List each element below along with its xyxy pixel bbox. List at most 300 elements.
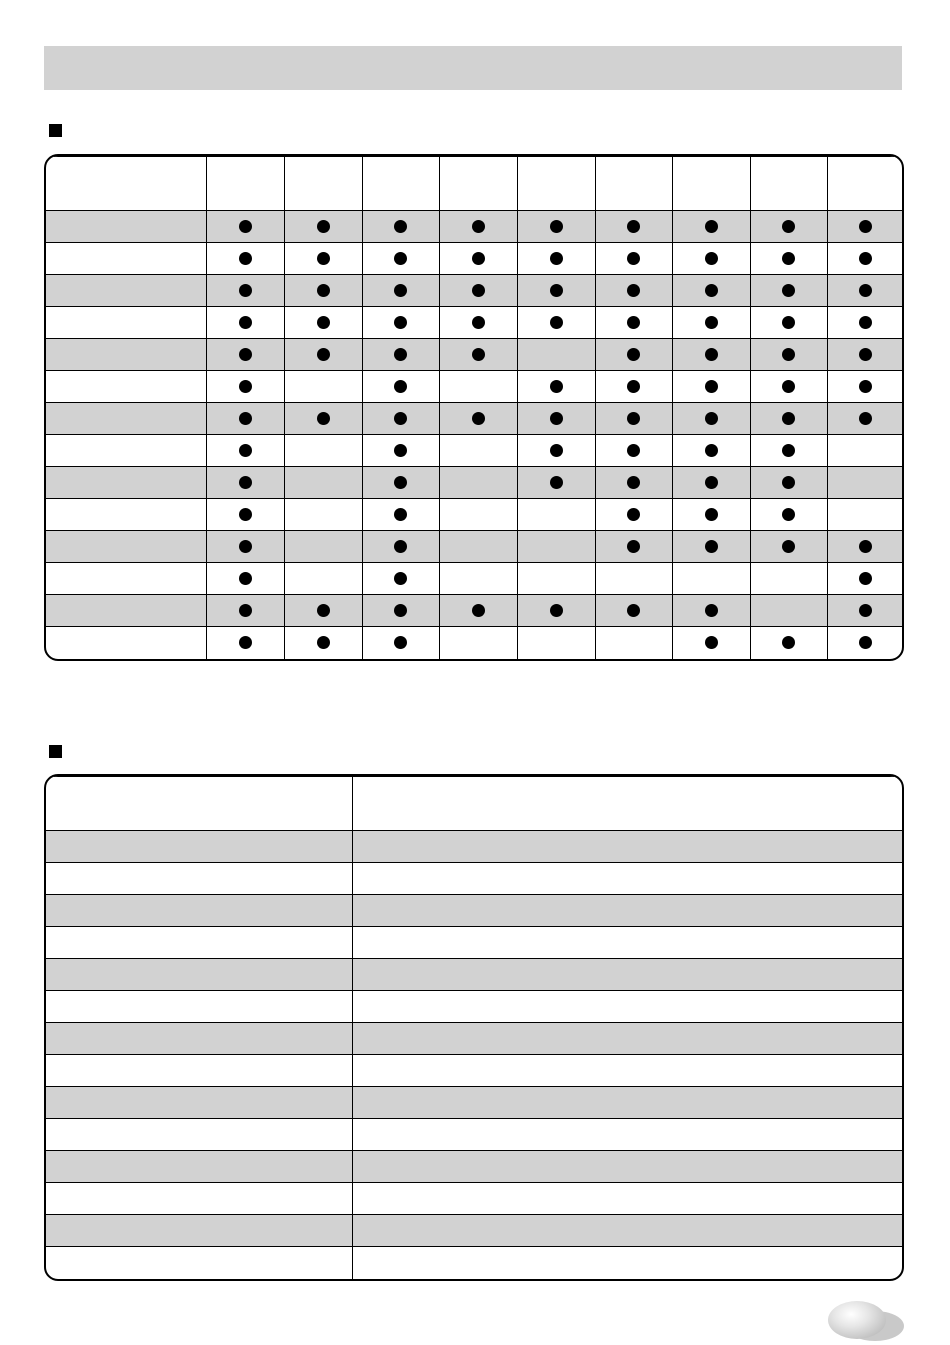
table2-row	[46, 1247, 902, 1279]
matrix-cell	[750, 531, 827, 563]
table2-header-cell	[46, 777, 352, 831]
matrix-cell	[206, 531, 284, 563]
filled-circle-icon	[472, 604, 485, 617]
filled-circle-icon	[705, 380, 718, 393]
matrix-row-label-cell	[46, 595, 206, 627]
matrix-row-label-cell	[46, 339, 206, 371]
filled-circle-icon	[394, 284, 407, 297]
matrix-cell	[672, 627, 750, 659]
filled-circle-icon	[550, 476, 563, 489]
table2-value-cell	[352, 991, 902, 1023]
table2-row	[46, 991, 902, 1023]
filled-circle-icon	[782, 444, 795, 457]
table2-value-cell	[352, 863, 902, 895]
filled-circle-icon	[239, 540, 252, 553]
filled-circle-icon	[782, 636, 795, 649]
matrix-cell	[750, 563, 827, 595]
filled-circle-icon	[782, 540, 795, 553]
matrix-cell	[206, 275, 284, 307]
filled-circle-icon	[394, 412, 407, 425]
page-number-badge-oval	[828, 1301, 886, 1339]
filled-circle-icon	[627, 380, 640, 393]
matrix-cell	[284, 371, 362, 403]
matrix-row-label-cell	[46, 243, 206, 275]
filled-circle-icon	[705, 444, 718, 457]
matrix-cell	[206, 595, 284, 627]
filled-circle-icon	[705, 220, 718, 233]
filled-circle-icon	[859, 380, 872, 393]
filled-circle-icon	[239, 348, 252, 361]
table2-label-cell	[46, 959, 352, 991]
matrix-row-label-cell	[46, 307, 206, 339]
matrix-cell	[595, 499, 672, 531]
table2-label-cell	[46, 1119, 352, 1151]
matrix-cell	[827, 371, 903, 403]
filled-circle-icon	[239, 380, 252, 393]
matrix-row	[46, 243, 903, 275]
matrix-cell	[517, 435, 595, 467]
table2-value-cell	[352, 831, 902, 863]
matrix-cell	[595, 563, 672, 595]
matrix-row-label-cell	[46, 531, 206, 563]
matrix-cell	[517, 499, 595, 531]
matrix-cell	[439, 435, 517, 467]
matrix-row	[46, 275, 903, 307]
filled-circle-icon	[317, 284, 330, 297]
two-column-table	[44, 774, 904, 1281]
table2-row	[46, 863, 902, 895]
matrix-cell	[750, 211, 827, 243]
matrix-row-label-cell	[46, 499, 206, 531]
filled-circle-icon	[705, 284, 718, 297]
matrix-cell	[206, 563, 284, 595]
matrix-row-label-cell	[46, 435, 206, 467]
matrix-cell	[439, 211, 517, 243]
filled-circle-icon	[627, 444, 640, 457]
table2-row	[46, 1151, 902, 1183]
matrix-cell	[595, 211, 672, 243]
section-marker-square-icon	[49, 124, 62, 137]
table2-row	[46, 1023, 902, 1055]
matrix-cell	[439, 531, 517, 563]
filled-circle-icon	[550, 316, 563, 329]
matrix-cell	[827, 243, 903, 275]
filled-circle-icon	[550, 444, 563, 457]
matrix-cell	[362, 435, 439, 467]
filled-circle-icon	[627, 508, 640, 521]
matrix-row	[46, 211, 903, 243]
filled-circle-icon	[317, 252, 330, 265]
matrix-cell	[672, 531, 750, 563]
matrix-row	[46, 563, 903, 595]
matrix-cell	[439, 627, 517, 659]
filled-circle-icon	[239, 284, 252, 297]
table2-label-cell	[46, 831, 352, 863]
table2-value-cell	[352, 1055, 902, 1087]
matrix-row-label-cell	[46, 275, 206, 307]
matrix-cell	[284, 275, 362, 307]
filled-circle-icon	[705, 540, 718, 553]
filled-circle-icon	[859, 540, 872, 553]
filled-circle-icon	[472, 412, 485, 425]
filled-circle-icon	[394, 476, 407, 489]
matrix-cell	[362, 531, 439, 563]
filled-circle-icon	[394, 220, 407, 233]
matrix-header-cell	[439, 157, 517, 211]
filled-circle-icon	[472, 220, 485, 233]
matrix-row	[46, 467, 903, 499]
filled-circle-icon	[394, 316, 407, 329]
matrix-cell	[672, 243, 750, 275]
matrix-cell	[362, 243, 439, 275]
matrix-row-label-cell	[46, 467, 206, 499]
matrix-cell	[439, 307, 517, 339]
filled-circle-icon	[239, 508, 252, 521]
matrix-header-corner-cell	[46, 157, 206, 211]
filled-circle-icon	[705, 604, 718, 617]
matrix-header-cell	[672, 157, 750, 211]
table2-value-cell	[352, 1023, 902, 1055]
matrix-cell	[517, 563, 595, 595]
table2-row	[46, 1215, 902, 1247]
matrix-cell	[827, 435, 903, 467]
matrix-cell	[517, 211, 595, 243]
matrix-cell	[362, 307, 439, 339]
matrix-cell	[750, 403, 827, 435]
matrix-cell	[672, 371, 750, 403]
matrix-cell	[750, 275, 827, 307]
matrix-cell	[672, 499, 750, 531]
filled-circle-icon	[627, 476, 640, 489]
matrix-cell	[827, 403, 903, 435]
matrix-cell	[595, 243, 672, 275]
filled-circle-icon	[394, 508, 407, 521]
table2-row	[46, 895, 902, 927]
matrix-cell	[206, 211, 284, 243]
filled-circle-icon	[317, 316, 330, 329]
matrix-cell	[284, 563, 362, 595]
matrix-header-cell	[517, 157, 595, 211]
matrix-cell	[517, 275, 595, 307]
matrix-cell	[827, 339, 903, 371]
matrix-cell	[362, 595, 439, 627]
filled-circle-icon	[317, 412, 330, 425]
matrix-cell	[439, 403, 517, 435]
filled-circle-icon	[239, 252, 252, 265]
table2-value-cell	[352, 1151, 902, 1183]
matrix-cell	[284, 339, 362, 371]
filled-circle-icon	[627, 316, 640, 329]
table2-row	[46, 927, 902, 959]
matrix-cell	[206, 339, 284, 371]
filled-circle-icon	[627, 540, 640, 553]
matrix-cell	[750, 499, 827, 531]
table2-header-row	[46, 777, 902, 831]
matrix-header-cell	[362, 157, 439, 211]
filled-circle-icon	[705, 476, 718, 489]
matrix-cell	[206, 435, 284, 467]
matrix-cell	[284, 403, 362, 435]
filled-circle-icon	[782, 380, 795, 393]
table2-row	[46, 1055, 902, 1087]
filled-circle-icon	[239, 220, 252, 233]
matrix-cell	[672, 435, 750, 467]
matrix-cell	[750, 339, 827, 371]
matrix-cell	[206, 307, 284, 339]
filled-circle-icon	[472, 348, 485, 361]
filled-circle-icon	[239, 412, 252, 425]
matrix-cell	[827, 627, 903, 659]
filled-circle-icon	[782, 220, 795, 233]
filled-circle-icon	[859, 604, 872, 617]
filled-circle-icon	[472, 252, 485, 265]
filled-circle-icon	[394, 636, 407, 649]
table2-row	[46, 1087, 902, 1119]
matrix-cell	[827, 307, 903, 339]
filled-circle-icon	[627, 412, 640, 425]
matrix-cell	[284, 467, 362, 499]
table2-value-cell	[352, 959, 902, 991]
matrix-cell	[439, 339, 517, 371]
filled-circle-icon	[627, 348, 640, 361]
matrix-cell	[750, 371, 827, 403]
table2-label-cell	[46, 1055, 352, 1087]
matrix-cell	[750, 307, 827, 339]
matrix-cell	[206, 467, 284, 499]
filled-circle-icon	[627, 252, 640, 265]
table2-header-cell	[352, 777, 902, 831]
table2-value-cell	[352, 1183, 902, 1215]
filled-circle-icon	[394, 444, 407, 457]
matrix-cell	[439, 563, 517, 595]
filled-circle-icon	[705, 636, 718, 649]
filled-circle-icon	[627, 220, 640, 233]
matrix-cell	[439, 499, 517, 531]
filled-circle-icon	[627, 284, 640, 297]
matrix-row	[46, 339, 903, 371]
matrix-cell	[517, 531, 595, 563]
matrix-row-label-cell	[46, 403, 206, 435]
filled-circle-icon	[859, 220, 872, 233]
matrix-cell	[827, 467, 903, 499]
matrix-cell	[827, 499, 903, 531]
matrix-cell	[595, 339, 672, 371]
filled-circle-icon	[782, 476, 795, 489]
filled-circle-icon	[859, 284, 872, 297]
matrix-cell	[439, 371, 517, 403]
filled-circle-icon	[317, 348, 330, 361]
filled-circle-icon	[472, 284, 485, 297]
filled-circle-icon	[550, 412, 563, 425]
matrix-cell	[362, 339, 439, 371]
matrix-cell	[284, 499, 362, 531]
matrix-cell	[362, 467, 439, 499]
filled-circle-icon	[550, 252, 563, 265]
table2-label-cell	[46, 1087, 352, 1119]
matrix-row-label-cell	[46, 627, 206, 659]
matrix-cell	[827, 275, 903, 307]
filled-circle-icon	[550, 380, 563, 393]
matrix-cell	[439, 243, 517, 275]
matrix-cell	[595, 403, 672, 435]
matrix-row	[46, 435, 903, 467]
matrix-cell	[362, 563, 439, 595]
matrix-header-cell	[750, 157, 827, 211]
filled-circle-icon	[859, 412, 872, 425]
table2-label-cell	[46, 863, 352, 895]
matrix-header-cell	[206, 157, 284, 211]
matrix-cell	[750, 243, 827, 275]
matrix-row	[46, 595, 903, 627]
matrix-row	[46, 531, 903, 563]
matrix-cell	[517, 371, 595, 403]
filled-circle-icon	[782, 412, 795, 425]
matrix-cell	[595, 531, 672, 563]
matrix-cell	[284, 627, 362, 659]
page-header-bar	[44, 46, 902, 90]
table2-row	[46, 1119, 902, 1151]
matrix-cell	[672, 563, 750, 595]
filled-circle-icon	[782, 284, 795, 297]
filled-circle-icon	[550, 284, 563, 297]
matrix-cell	[827, 563, 903, 595]
filled-circle-icon	[705, 252, 718, 265]
matrix-cell	[672, 467, 750, 499]
matrix-cell	[827, 595, 903, 627]
matrix-cell	[362, 499, 439, 531]
compatibility-matrix-table	[44, 154, 904, 661]
filled-circle-icon	[239, 636, 252, 649]
filled-circle-icon	[472, 316, 485, 329]
filled-circle-icon	[782, 508, 795, 521]
filled-circle-icon	[394, 572, 407, 585]
table2-label-cell	[46, 1023, 352, 1055]
matrix-header-cell	[827, 157, 903, 211]
matrix-cell	[750, 595, 827, 627]
matrix-row-label-cell	[46, 563, 206, 595]
table2-value-cell	[352, 1087, 902, 1119]
table2-label-cell	[46, 1151, 352, 1183]
matrix-cell	[439, 467, 517, 499]
matrix-cell	[827, 211, 903, 243]
matrix-cell	[595, 307, 672, 339]
matrix-cell	[595, 435, 672, 467]
matrix-cell	[362, 275, 439, 307]
table2-value-cell	[352, 927, 902, 959]
matrix-row	[46, 499, 903, 531]
matrix-header-cell	[595, 157, 672, 211]
section-marker-square-icon	[49, 745, 62, 758]
matrix-cell	[284, 531, 362, 563]
matrix-cell	[517, 627, 595, 659]
filled-circle-icon	[859, 252, 872, 265]
matrix-cell	[672, 339, 750, 371]
matrix-cell	[517, 243, 595, 275]
filled-circle-icon	[627, 604, 640, 617]
matrix-cell	[827, 531, 903, 563]
matrix-cell	[672, 275, 750, 307]
matrix-cell	[284, 435, 362, 467]
filled-circle-icon	[317, 604, 330, 617]
filled-circle-icon	[550, 604, 563, 617]
table2-row	[46, 1183, 902, 1215]
matrix-cell	[517, 307, 595, 339]
filled-circle-icon	[394, 380, 407, 393]
matrix-cell	[206, 627, 284, 659]
filled-circle-icon	[239, 316, 252, 329]
matrix-cell	[284, 595, 362, 627]
matrix-cell	[206, 499, 284, 531]
filled-circle-icon	[394, 604, 407, 617]
matrix-cell	[206, 371, 284, 403]
matrix-row	[46, 627, 903, 659]
filled-circle-icon	[317, 220, 330, 233]
table2-label-cell	[46, 927, 352, 959]
table2-row	[46, 959, 902, 991]
filled-circle-icon	[705, 316, 718, 329]
matrix-cell	[517, 595, 595, 627]
matrix-cell	[595, 627, 672, 659]
matrix-row-label-cell	[46, 211, 206, 243]
filled-circle-icon	[859, 636, 872, 649]
matrix-cell	[284, 211, 362, 243]
filled-circle-icon	[859, 348, 872, 361]
filled-circle-icon	[782, 252, 795, 265]
matrix-cell	[672, 403, 750, 435]
matrix-cell	[672, 211, 750, 243]
matrix-cell	[362, 403, 439, 435]
matrix-cell	[284, 243, 362, 275]
filled-circle-icon	[394, 252, 407, 265]
matrix-row	[46, 371, 903, 403]
filled-circle-icon	[239, 604, 252, 617]
table2-value-cell	[352, 895, 902, 927]
matrix-header-row	[46, 157, 903, 211]
table2-value-cell	[352, 1119, 902, 1151]
filled-circle-icon	[859, 316, 872, 329]
filled-circle-icon	[705, 348, 718, 361]
matrix-cell	[750, 627, 827, 659]
table2-label-cell	[46, 1183, 352, 1215]
matrix-cell	[439, 275, 517, 307]
filled-circle-icon	[705, 412, 718, 425]
matrix-cell	[517, 467, 595, 499]
matrix-row-label-cell	[46, 371, 206, 403]
matrix-cell	[362, 627, 439, 659]
matrix-cell	[672, 595, 750, 627]
table2-value-cell	[352, 1215, 902, 1247]
filled-circle-icon	[239, 476, 252, 489]
filled-circle-icon	[394, 348, 407, 361]
filled-circle-icon	[394, 540, 407, 553]
matrix-cell	[750, 467, 827, 499]
table2-row	[46, 831, 902, 863]
matrix-cell	[517, 403, 595, 435]
matrix-cell	[595, 371, 672, 403]
table2-label-cell	[46, 895, 352, 927]
matrix-cell	[362, 211, 439, 243]
table2-value-cell	[352, 1247, 902, 1279]
matrix-cell	[362, 371, 439, 403]
matrix-cell	[206, 403, 284, 435]
filled-circle-icon	[782, 316, 795, 329]
filled-circle-icon	[705, 508, 718, 521]
matrix-cell	[595, 467, 672, 499]
filled-circle-icon	[317, 636, 330, 649]
matrix-row	[46, 307, 903, 339]
table2-label-cell	[46, 1215, 352, 1247]
matrix-row	[46, 403, 903, 435]
